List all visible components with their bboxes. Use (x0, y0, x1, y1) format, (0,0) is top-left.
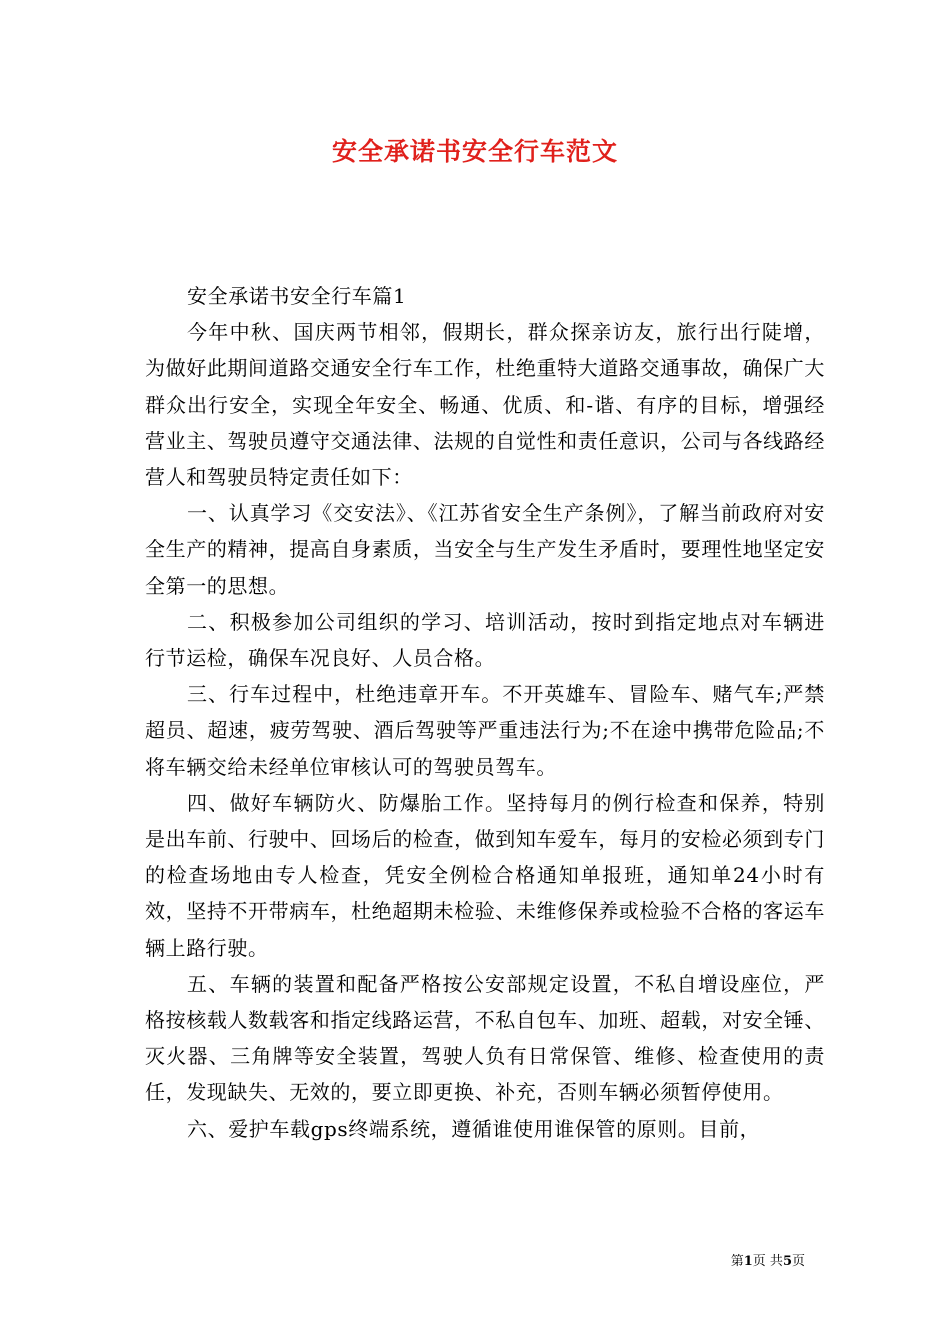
paragraph: 今年中秋、国庆两节相邻，假期长，群众探亲访友，旅行出行陡增，为做好此期间道路交通安全行车工作，杜绝重特大道路交通事故，确保广大群众出行安全，实现全年安全、畅通、优质、和-谐、有序的目标，增强经营业主、驾驶员遵守交通法律、法规的自觉性和责任意识，公司与各线路经营人和驾驶员特定责任如下： (145, 320, 825, 490)
paragraph: 一、认真学习《交安法》、《江苏省安全生产条例》，了解当前政府对安全生产的精神，提高自身素质，当安全与生产发生矛盾时，要理性地坚定安全第一的思想。 (145, 501, 825, 598)
page-prefix: 第 (730, 1254, 744, 1269)
paragraph: 五、车辆的装置和配备严格按公安部规定设置，不私自增设座位，严格按核载人数载客和指定线路运营，不私自包车、加班、超载，对安全锤、灭火器、三角牌等安全装置，驾驶人负有日常保管、维修、检查使用的责任，发现缺失、无效的，要立即更换、补充，否则车辆必须暂停使用。 (145, 971, 825, 1105)
paragraph: 四、做好车辆防火、防爆胎工作。坚持每月的例行检查和保养，特别是出车前、行驶中、回场后的检查，做到知车爱车，每月的安检必须到专门的检查场地由专人检查，凭安全例检合格通知单报班，通知单24小时有效，坚持不开带病车，杜绝超期未检验、未维修保养或检验不合格的客运车辆上路行驶。 (145, 790, 825, 960)
paragraph: 二、积极参加公司组织的学习、培训活动，按时到指定地点对车辆进行节运检，确保车况良好、人员合格。 (145, 609, 825, 671)
section-heading: 安全承诺书安全行车篇1 (187, 284, 407, 308)
paragraph: 六、爱护车载gps终端系统，遵循谁使用谁保管的原则。目前， (187, 1116, 761, 1141)
document-title: 安全承诺书安全行车范文 (331, 137, 618, 166)
page-suffix: 页 (791, 1254, 805, 1269)
page-number-footer (731, 1250, 805, 1269)
page-middle: 页 共 (752, 1254, 783, 1269)
page-total: 5 (782, 1254, 792, 1269)
document-body (145, 278, 825, 1147)
page-current: 1 (743, 1254, 753, 1269)
paragraph: 三、行车过程中，杜绝违章开车。不开英雄车、冒险车、赌气车;严禁超员、超速，疲劳驾驶、酒后驾驶等严重违法行为;不在途中携带危险品;不将车辆交给未经单位审核认可的驾驶员驾车。 (145, 682, 825, 779)
